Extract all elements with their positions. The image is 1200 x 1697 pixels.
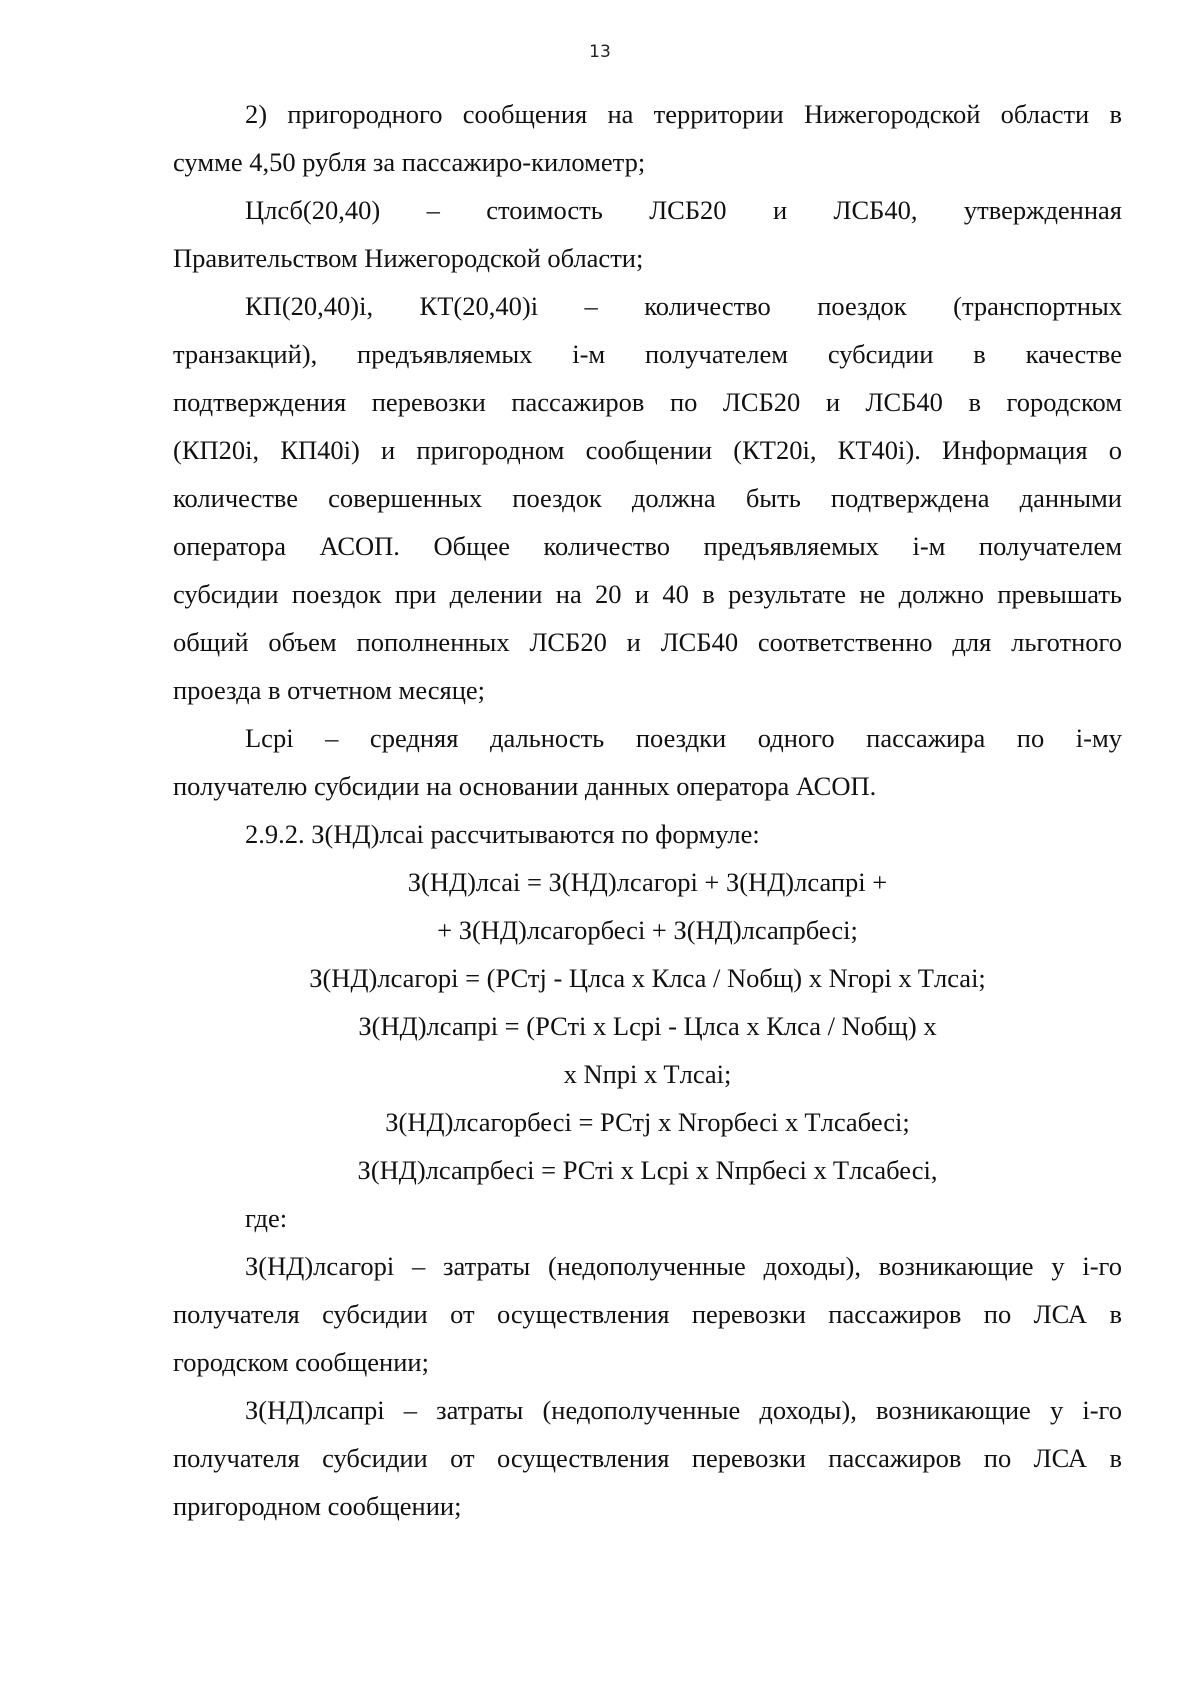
formula-line: + З(НД)лсагорбесi + З(НД)лсапрбесi; xyxy=(437,915,858,945)
paragraph-line: подтверждения перевозки пассажиров по ЛСБ20 и ЛСБ40 в городском xyxy=(173,387,1122,417)
paragraph-line: городском сообщении; xyxy=(173,1347,429,1377)
paragraph-line: Цлсб(20,40) – стоимость ЛСБ20 и ЛСБ40, утвержденная xyxy=(245,195,1122,225)
formula-line: x Nпрi x Tлсаi; xyxy=(563,1059,732,1089)
paragraph-line: количестве совершенных поездок должна быть подтверждена данными xyxy=(173,483,1122,513)
formula-line: З(НД)лсагорi = (РСтj - Цлса x Клса / Nобщ) x Nгорi x Tлсаi; xyxy=(309,963,986,993)
paragraph-line: сумме 4,50 рубля за пассажиро-километр; xyxy=(173,147,646,177)
paragraph-line: проезда в отчетном месяце; xyxy=(173,675,486,705)
paragraph-line: субсидии поездок при делении на 20 и 40 в результате не должно превышать xyxy=(173,579,1122,609)
paragraph-line: КП(20,40)i, КТ(20,40)i – количество поездок (транспортных xyxy=(245,291,1122,321)
paragraph-line: получателя субсидии от осуществления перевозки пассажиров по ЛСА в xyxy=(173,1299,1122,1329)
paragraph-line: 2.9.2. З(НД)лсаi рассчитываются по формуле: xyxy=(245,819,760,849)
paragraph-line: (КП20i, КП40i) и пригородном сообщении (КТ20i, КТ40i). Информация о xyxy=(173,435,1122,465)
paragraph-line: получателя субсидии от осуществления перевозки пассажиров по ЛСА в xyxy=(173,1443,1122,1473)
page-number: 13 xyxy=(589,42,611,62)
formula-line: З(НД)лсапрбесi = РСтi x Lcpi x Nпрбесi x Tлсабесi, xyxy=(357,1155,938,1185)
paragraph-line: З(НД)лсапрi – затраты (недополученные доходы), возникающие у i-го xyxy=(245,1395,1122,1425)
formula-line: З(НД)лсагорбесi = РСтj x Nгорбесi x Tлсабесi; xyxy=(385,1107,910,1137)
paragraph-line: Правительством Нижегородской области; xyxy=(173,243,644,273)
paragraph-line: получателю субсидии на основании данных оператора АСОП. xyxy=(173,771,877,801)
paragraph-line: общий объем пополненных ЛСБ20 и ЛСБ40 соответственно для льготного xyxy=(173,627,1122,657)
formula-line: З(НД)лсапрi = (РСтi x Lcpi - Цлса x Клса / Nобщ) x xyxy=(358,1011,937,1041)
paragraph-line: 2) пригородного сообщения на территории Нижегородской области в xyxy=(245,99,1122,129)
paragraph-line: где: xyxy=(245,1203,288,1233)
paragraph-line: оператора АСОП. Общее количество предъявляемых i-м получателем xyxy=(173,531,1122,561)
paragraph-line: З(НД)лсагорi – затраты (недополученные доходы), возникающие у i-го xyxy=(245,1251,1122,1281)
document-body xyxy=(173,90,1122,1530)
formula-line: З(НД)лсаi = З(НД)лсагорi + З(НД)лсапрi + xyxy=(407,867,888,897)
paragraph-line: транзакций), предъявляемых i-м получателем субсидии в качестве xyxy=(173,339,1122,369)
paragraph-line: пригородном сообщении; xyxy=(173,1491,462,1521)
paragraph-line: Lcpi – средняя дальность поездки одного пассажира по i-му xyxy=(245,723,1122,753)
